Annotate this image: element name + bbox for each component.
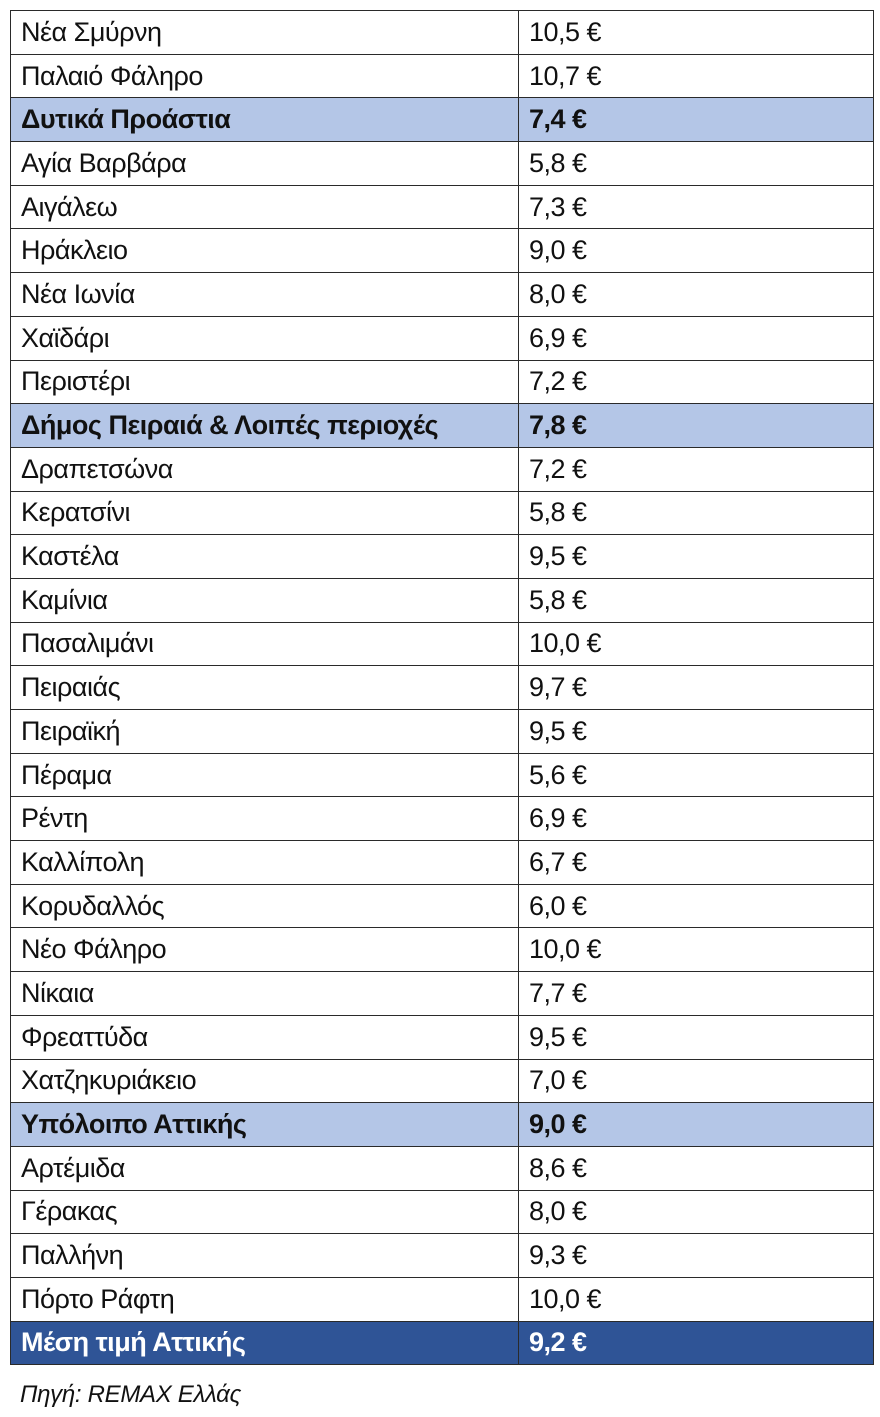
price-value-cell: 9,0 € xyxy=(519,1103,874,1147)
price-value-cell: 8,6 € xyxy=(519,1146,874,1190)
table-row xyxy=(11,841,874,885)
price-value-cell: 7,8 € xyxy=(519,404,874,448)
table-row xyxy=(11,1190,874,1234)
table-row xyxy=(11,273,874,317)
area-name-cell: Δραπετσώνα xyxy=(11,447,519,491)
group-row xyxy=(11,98,874,142)
area-name-cell: Πόρτο Ράφτη xyxy=(11,1277,519,1321)
price-value-cell: 10,0 € xyxy=(519,928,874,972)
price-table xyxy=(10,10,874,1365)
area-name-cell: Παλαιό Φάληρο xyxy=(11,54,519,98)
price-value-cell: 10,0 € xyxy=(519,1277,874,1321)
area-name-cell: Πέραμα xyxy=(11,753,519,797)
price-value-cell: 5,6 € xyxy=(519,753,874,797)
area-name-cell: Υπόλοιπο Αττικής xyxy=(11,1103,519,1147)
area-name-cell: Νέο Φάληρο xyxy=(11,928,519,972)
area-name-cell: Πειραιάς xyxy=(11,666,519,710)
table-row xyxy=(11,535,874,579)
area-name-cell: Μέση τιμή Αττικής xyxy=(11,1321,519,1365)
price-value-cell: 9,0 € xyxy=(519,229,874,273)
price-value-cell: 10,7 € xyxy=(519,54,874,98)
area-name-cell: Δήμος Πειραιά & Λοιπές περιοχές xyxy=(11,404,519,448)
area-name-cell: Χατζηκυριάκειο xyxy=(11,1059,519,1103)
area-name-cell: Πειραϊκή xyxy=(11,710,519,754)
group-row xyxy=(11,1103,874,1147)
area-name-cell: Αρτέμιδα xyxy=(11,1146,519,1190)
area-name-cell: Ηράκλειο xyxy=(11,229,519,273)
table-row xyxy=(11,666,874,710)
table-row xyxy=(11,1277,874,1321)
area-name-cell: Νέα Ιωνία xyxy=(11,273,519,317)
price-value-cell: 5,8 € xyxy=(519,578,874,622)
price-value-cell: 10,0 € xyxy=(519,622,874,666)
price-value-cell: 7,2 € xyxy=(519,447,874,491)
table-row xyxy=(11,797,874,841)
price-value-cell: 6,7 € xyxy=(519,841,874,885)
area-name-cell: Καλλίπολη xyxy=(11,841,519,885)
table-row xyxy=(11,11,874,55)
area-name-cell: Καμίνια xyxy=(11,578,519,622)
area-name-cell: Πασαλιμάνι xyxy=(11,622,519,666)
area-name-cell: Κερατσίνι xyxy=(11,491,519,535)
table-row xyxy=(11,753,874,797)
price-value-cell: 8,0 € xyxy=(519,273,874,317)
price-value-cell: 9,3 € xyxy=(519,1234,874,1278)
table-row xyxy=(11,229,874,273)
table-row xyxy=(11,142,874,186)
table-row xyxy=(11,447,874,491)
area-name-cell: Παλλήνη xyxy=(11,1234,519,1278)
area-name-cell: Καστέλα xyxy=(11,535,519,579)
price-value-cell: 7,4 € xyxy=(519,98,874,142)
price-value-cell: 7,0 € xyxy=(519,1059,874,1103)
table-row xyxy=(11,884,874,928)
source-note: Πηγή: REMAX Ελλάς xyxy=(20,1381,241,1408)
price-value-cell: 5,8 € xyxy=(519,142,874,186)
price-value-cell: 10,5 € xyxy=(519,11,874,55)
price-value-cell: 7,2 € xyxy=(519,360,874,404)
table-row xyxy=(11,1234,874,1278)
table-row xyxy=(11,491,874,535)
price-value-cell: 6,9 € xyxy=(519,316,874,360)
price-value-cell: 6,0 € xyxy=(519,884,874,928)
area-name-cell: Νίκαια xyxy=(11,972,519,1016)
price-value-cell: 9,5 € xyxy=(519,710,874,754)
area-name-cell: Περιστέρι xyxy=(11,360,519,404)
table-row xyxy=(11,316,874,360)
table-row xyxy=(11,710,874,754)
total-row xyxy=(11,1321,874,1365)
price-value-cell: 9,7 € xyxy=(519,666,874,710)
price-value-cell: 9,5 € xyxy=(519,535,874,579)
area-name-cell: Φρεαττύδα xyxy=(11,1015,519,1059)
table-row xyxy=(11,622,874,666)
table-row xyxy=(11,54,874,98)
table-row xyxy=(11,1015,874,1059)
area-name-cell: Χαϊδάρι xyxy=(11,316,519,360)
group-row xyxy=(11,404,874,448)
price-value-cell: 6,9 € xyxy=(519,797,874,841)
price-table-container xyxy=(10,10,873,1365)
price-value-cell: 9,2 € xyxy=(519,1321,874,1365)
area-name-cell: Ρέντη xyxy=(11,797,519,841)
area-name-cell: Δυτικά Προάστια xyxy=(11,98,519,142)
area-name-cell: Αγία Βαρβάρα xyxy=(11,142,519,186)
table-row xyxy=(11,1059,874,1103)
table-row xyxy=(11,928,874,972)
price-value-cell: 7,3 € xyxy=(519,185,874,229)
table-row xyxy=(11,972,874,1016)
price-value-cell: 9,5 € xyxy=(519,1015,874,1059)
price-table-body xyxy=(11,11,874,1365)
table-row xyxy=(11,360,874,404)
area-name-cell: Αιγάλεω xyxy=(11,185,519,229)
price-value-cell: 7,7 € xyxy=(519,972,874,1016)
table-row xyxy=(11,185,874,229)
table-row xyxy=(11,1146,874,1190)
table-row xyxy=(11,578,874,622)
area-name-cell: Κορυδαλλός xyxy=(11,884,519,928)
area-name-cell: Γέρακας xyxy=(11,1190,519,1234)
price-value-cell: 8,0 € xyxy=(519,1190,874,1234)
area-name-cell: Νέα Σμύρνη xyxy=(11,11,519,55)
price-value-cell: 5,8 € xyxy=(519,491,874,535)
